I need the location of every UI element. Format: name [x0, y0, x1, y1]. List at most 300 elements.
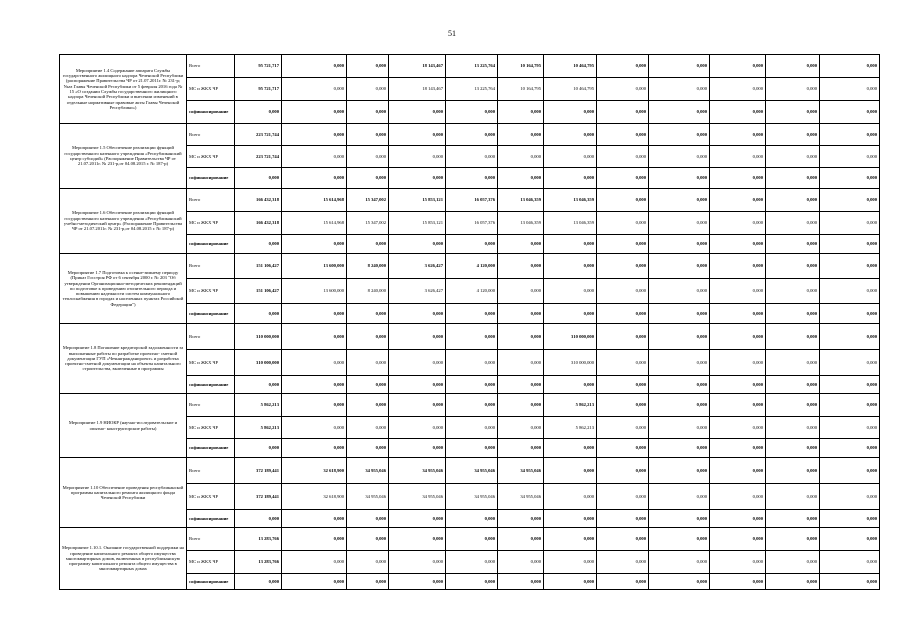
year-value-cell: 15 347,002 [347, 189, 389, 212]
year-value-cell: 0,000 [389, 324, 446, 350]
year-value-cell: 0,000 [446, 439, 498, 458]
year-value-cell: 0,000 [710, 510, 766, 528]
year-value-cell: 0,000 [498, 574, 544, 590]
table-row [60, 124, 880, 146]
funding-source: Всего [187, 394, 235, 417]
year-value-cell: 0,000 [597, 279, 649, 304]
year-value-cell: 310 000,000 [544, 350, 597, 376]
year-value-cell: 0,000 [498, 101, 544, 124]
year-value-cell: 0,000 [544, 235, 597, 254]
year-value-cell: 0,000 [710, 324, 766, 350]
funding-source: Всего [187, 189, 235, 212]
funding-source: МС и ЖКХ ЧР [187, 417, 235, 439]
year-value-cell: 0,000 [544, 484, 597, 510]
year-value-cell: 0,000 [282, 551, 347, 574]
year-value-cell: 0,000 [710, 484, 766, 510]
year-value-cell: 0,000 [389, 124, 446, 146]
year-value-cell: 0,000 [544, 458, 597, 484]
year-value-cell: 15 614,968 [282, 212, 347, 235]
year-value-cell: 0,000 [820, 324, 880, 350]
year-value-cell: 16 057,376 [446, 189, 498, 212]
year-value-cell: 0,000 [446, 394, 498, 417]
funding-source: Всего [187, 528, 235, 551]
year-value-cell: 15 853,121 [389, 189, 446, 212]
year-value-cell: 0,000 [597, 484, 649, 510]
year-value-cell: 0,000 [766, 254, 820, 279]
year-value-cell: 0,000 [389, 376, 446, 394]
table-row [60, 254, 880, 279]
year-value-cell: 0,000 [544, 279, 597, 304]
funding-source: МС и ЖКХ ЧР [187, 279, 235, 304]
year-value-cell: 0,000 [766, 376, 820, 394]
year-value-cell: 0,000 [649, 279, 710, 304]
year-value-cell: 0,000 [766, 101, 820, 124]
year-value-cell: 34 955,046 [446, 458, 498, 484]
year-value-cell: 0,000 [389, 168, 446, 189]
year-value-cell: 0,000 [544, 101, 597, 124]
year-value-cell: 0,000 [347, 394, 389, 417]
year-value-cell: 0,000 [446, 510, 498, 528]
year-value-cell: 0,000 [766, 124, 820, 146]
year-value-cell: 18 143,467 [389, 55, 446, 78]
year-value-cell: 0,000 [649, 101, 710, 124]
year-value-cell: 0,000 [389, 146, 446, 168]
year-value-cell: 0,000 [710, 417, 766, 439]
year-value-cell: 5 862,213 [544, 417, 597, 439]
table-row [60, 55, 880, 78]
year-value-cell: 0,000 [710, 551, 766, 574]
year-value-cell: 0,000 [710, 376, 766, 394]
total-cell: 0,000 [235, 510, 282, 528]
table-row [60, 458, 880, 484]
total-cell: 151 106,427 [235, 254, 282, 279]
year-value-cell: 0,000 [597, 124, 649, 146]
total-cell: 0,000 [235, 439, 282, 458]
year-value-cell: 0,000 [544, 551, 597, 574]
year-value-cell: 0,000 [498, 124, 544, 146]
year-value-cell: 0,000 [710, 146, 766, 168]
year-value-cell: 0,000 [649, 168, 710, 189]
year-value-cell: 0,000 [649, 212, 710, 235]
year-value-cell: 13 600,000 [282, 279, 347, 304]
year-value-cell: 0,000 [389, 551, 446, 574]
year-value-cell: 0,000 [389, 394, 446, 417]
year-value-cell: 0,000 [597, 458, 649, 484]
total-cell: 372 189,441 [235, 484, 282, 510]
year-value-cell: 13 046,359 [498, 189, 544, 212]
year-value-cell: 0,000 [597, 189, 649, 212]
funding-source: МС и ЖКХ ЧР [187, 212, 235, 235]
measure-description: Мероприятие 1.7 Подготовка к осенне-зимнему периоду (Приказ Госстроя РФ от 6 сентября 2000 г. № 203 "Об утверждении Организационно-методических рекомендаций по подготовке к проведению отопительного периода и повышению надежности систем коммунального теплоснабжения в городах и населенных пунктах Российской Федерации") [60, 254, 187, 324]
year-value-cell: 0,000 [347, 101, 389, 124]
year-value-cell: 0,000 [347, 510, 389, 528]
year-value-cell: 18 143,467 [389, 78, 446, 101]
funding-source: МС и ЖКХ ЧР [187, 146, 235, 168]
year-value-cell: 0,000 [766, 439, 820, 458]
year-value-cell: 0,000 [820, 212, 880, 235]
year-value-cell: 0,000 [347, 324, 389, 350]
year-value-cell: 0,000 [649, 376, 710, 394]
year-value-cell: 4 120,000 [446, 279, 498, 304]
year-value-cell: 0,000 [649, 350, 710, 376]
total-cell: 5 862,213 [235, 394, 282, 417]
year-value-cell: 0,000 [597, 439, 649, 458]
year-value-cell: 0,000 [597, 101, 649, 124]
year-value-cell: 0,000 [498, 168, 544, 189]
year-value-cell: 0,000 [597, 304, 649, 324]
year-value-cell: 3 626,427 [389, 279, 446, 304]
year-value-cell: 5 862,213 [544, 394, 597, 417]
year-value-cell: 0,000 [766, 394, 820, 417]
year-value-cell: 0,000 [446, 146, 498, 168]
year-value-cell: 13 046,359 [544, 212, 597, 235]
year-value-cell: 0,000 [710, 212, 766, 235]
year-value-cell: 13 046,359 [498, 212, 544, 235]
total-cell: 223 721,744 [235, 146, 282, 168]
year-value-cell: 0,000 [710, 574, 766, 590]
year-value-cell: 0,000 [446, 528, 498, 551]
year-value-cell: 0,000 [389, 439, 446, 458]
year-value-cell: 0,000 [710, 78, 766, 101]
year-value-cell: 0,000 [820, 279, 880, 304]
measure-description: Мероприятие 1.10 Обеспечение проведения республиканской программы капитального ремонта жилищного фонда Чеченской Республики [60, 458, 187, 528]
year-value-cell: 0,000 [820, 78, 880, 101]
total-cell: 0,000 [235, 304, 282, 324]
year-value-cell: 0,000 [389, 350, 446, 376]
year-value-cell: 0,000 [766, 279, 820, 304]
year-value-cell: 0,000 [446, 235, 498, 254]
year-value-cell: 0,000 [597, 350, 649, 376]
year-value-cell: 10 164,795 [498, 55, 544, 78]
year-value-cell: 0,000 [498, 376, 544, 394]
year-value-cell: 0,000 [282, 146, 347, 168]
year-value-cell: 0,000 [820, 510, 880, 528]
year-value-cell: 0,000 [820, 551, 880, 574]
year-value-cell: 0,000 [446, 376, 498, 394]
year-value-cell: 0,000 [282, 168, 347, 189]
year-value-cell: 0,000 [544, 439, 597, 458]
year-value-cell: 0,000 [820, 458, 880, 484]
year-value-cell: 0,000 [544, 528, 597, 551]
year-value-cell: 0,000 [597, 168, 649, 189]
total-cell: 0,000 [235, 574, 282, 590]
total-cell: 0,000 [235, 101, 282, 124]
year-value-cell: 0,000 [446, 304, 498, 324]
year-value-cell: 0,000 [347, 551, 389, 574]
year-value-cell: 0,000 [347, 376, 389, 394]
year-value-cell: 0,000 [389, 304, 446, 324]
year-value-cell: 0,000 [710, 350, 766, 376]
year-value-cell: 310 000,000 [544, 324, 597, 350]
year-value-cell: 0,000 [820, 350, 880, 376]
year-value-cell: 0,000 [389, 101, 446, 124]
year-value-cell: 0,000 [389, 528, 446, 551]
year-value-cell: 0,000 [446, 417, 498, 439]
total-cell: 166 432,318 [235, 189, 282, 212]
year-value-cell: 0,000 [498, 146, 544, 168]
year-value-cell: 0,000 [282, 394, 347, 417]
table-row [60, 394, 880, 417]
year-value-cell: 0,000 [282, 101, 347, 124]
year-value-cell: 0,000 [820, 417, 880, 439]
year-value-cell: 0,000 [766, 350, 820, 376]
year-value-cell: 0,000 [597, 324, 649, 350]
year-value-cell: 0,000 [766, 528, 820, 551]
year-value-cell: 0,000 [820, 101, 880, 124]
year-value-cell: 0,000 [820, 484, 880, 510]
year-value-cell: 0,000 [544, 376, 597, 394]
funding-source: Всего [187, 254, 235, 279]
year-value-cell: 0,000 [282, 417, 347, 439]
year-value-cell: 0,000 [446, 168, 498, 189]
year-value-cell: 0,000 [282, 528, 347, 551]
table-row [60, 189, 880, 212]
year-value-cell: 15 614,968 [282, 189, 347, 212]
total-cell: 5 862,213 [235, 417, 282, 439]
year-value-cell: 0,000 [820, 235, 880, 254]
year-value-cell: 0,000 [544, 146, 597, 168]
year-value-cell: 0,000 [766, 510, 820, 528]
year-value-cell: 0,000 [597, 55, 649, 78]
year-value-cell: 0,000 [347, 528, 389, 551]
year-value-cell: 0,000 [347, 168, 389, 189]
year-value-cell: 0,000 [597, 254, 649, 279]
year-value-cell: 0,000 [820, 124, 880, 146]
total-cell: 166 432,318 [235, 212, 282, 235]
year-value-cell: 10 464,795 [544, 55, 597, 78]
year-value-cell: 0,000 [446, 324, 498, 350]
year-value-cell: 0,000 [389, 417, 446, 439]
year-value-cell: 15 347,002 [347, 212, 389, 235]
year-value-cell: 0,000 [766, 484, 820, 510]
funding-source: софинансирование [187, 439, 235, 458]
year-value-cell: 0,000 [649, 304, 710, 324]
year-value-cell: 0,000 [498, 304, 544, 324]
total-cell: 0,000 [235, 235, 282, 254]
year-value-cell: 0,000 [347, 574, 389, 590]
year-value-cell: 15 853,121 [389, 212, 446, 235]
year-value-cell: 0,000 [347, 124, 389, 146]
funding-source: софинансирование [187, 101, 235, 124]
year-value-cell: 0,000 [544, 168, 597, 189]
year-value-cell: 0,000 [498, 279, 544, 304]
funding-source: МС и ЖКХ ЧР [187, 551, 235, 574]
year-value-cell: 0,000 [710, 439, 766, 458]
year-value-cell: 0,000 [597, 394, 649, 417]
year-value-cell: 0,000 [766, 146, 820, 168]
year-value-cell: 0,000 [649, 551, 710, 574]
year-value-cell: 0,000 [649, 189, 710, 212]
year-value-cell: 34 955,046 [498, 484, 544, 510]
year-value-cell: 0,000 [498, 510, 544, 528]
year-value-cell: 0,000 [389, 510, 446, 528]
year-value-cell: 34 955,046 [446, 484, 498, 510]
year-value-cell: 13 600,000 [282, 254, 347, 279]
total-cell: 372 189,441 [235, 458, 282, 484]
funding-source: Всего [187, 55, 235, 78]
year-value-cell: 0,000 [649, 574, 710, 590]
year-value-cell: 0,000 [649, 439, 710, 458]
year-value-cell: 0,000 [710, 528, 766, 551]
year-value-cell: 0,000 [282, 55, 347, 78]
year-value-cell: 0,000 [710, 189, 766, 212]
year-value-cell: 0,000 [766, 168, 820, 189]
year-value-cell: 0,000 [446, 101, 498, 124]
year-value-cell: 0,000 [498, 324, 544, 350]
year-value-cell: 10 464,795 [544, 78, 597, 101]
year-value-cell: 0,000 [710, 235, 766, 254]
year-value-cell: 0,000 [597, 528, 649, 551]
year-value-cell: 0,000 [597, 417, 649, 439]
year-value-cell: 0,000 [649, 528, 710, 551]
year-value-cell: 0,000 [649, 124, 710, 146]
year-value-cell: 34 955,046 [347, 484, 389, 510]
year-value-cell: 0,000 [820, 574, 880, 590]
year-value-cell: 0,000 [544, 510, 597, 528]
year-value-cell: 0,000 [498, 439, 544, 458]
year-value-cell: 8 240,000 [347, 254, 389, 279]
year-value-cell: 0,000 [649, 146, 710, 168]
total-cell: 13 283,766 [235, 528, 282, 551]
year-value-cell: 0,000 [347, 439, 389, 458]
year-value-cell: 0,000 [710, 304, 766, 324]
measure-description: Мероприятие 1.8 Погашение кредиторской задолженности за выполненные работы по разработке проектно- сметной документации ГУП «Чечнягражданпроект» и разработка проектно-сметной документации на объекты капитального строительства, включенные в программы [60, 324, 187, 394]
year-value-cell: 0,000 [446, 574, 498, 590]
funding-source: Всего [187, 324, 235, 350]
year-value-cell: 0,000 [597, 551, 649, 574]
year-value-cell: 0,000 [820, 168, 880, 189]
year-value-cell: 0,000 [820, 304, 880, 324]
year-value-cell: 0,000 [766, 417, 820, 439]
year-value-cell: 0,000 [766, 189, 820, 212]
year-value-cell: 0,000 [766, 458, 820, 484]
year-value-cell: 0,000 [282, 350, 347, 376]
year-value-cell: 0,000 [544, 304, 597, 324]
year-value-cell: 0,000 [820, 439, 880, 458]
year-value-cell: 0,000 [820, 146, 880, 168]
funding-source: софинансирование [187, 168, 235, 189]
year-value-cell: 0,000 [544, 574, 597, 590]
measure-description: Мероприятие 1.10.1. Оказание государственной поддержки на проведение капитального ремонта общего имущества многоквартирных домов, включенных в республиканскую программу капитального ремонта общего имущества в многоквартирных домах [60, 528, 187, 590]
year-value-cell: 4 120,000 [446, 254, 498, 279]
year-value-cell: 0,000 [649, 394, 710, 417]
year-value-cell: 13 046,359 [544, 189, 597, 212]
year-value-cell: 0,000 [766, 212, 820, 235]
year-value-cell: 0,000 [282, 78, 347, 101]
year-value-cell: 0,000 [282, 124, 347, 146]
total-cell: 151 106,427 [235, 279, 282, 304]
measure-description: Мероприятие 1.9 НИОКР (научно-исследовательские и опытно- конструкторские работы) [60, 394, 187, 458]
year-value-cell: 0,000 [597, 574, 649, 590]
year-value-cell: 34 955,046 [347, 458, 389, 484]
year-value-cell: 0,000 [766, 324, 820, 350]
year-value-cell: 0,000 [649, 484, 710, 510]
measure-description: Мероприятие 1.4 Содержание аппарата Службы государственного жилищного надзора Чеченской Республики (распоряжение Правительства ЧР от 21.07.2011г. № 231-р; Указ Главы Чеченской Республики от 5 февраля 2016 года № 15 «О создании Службы государственного жилищного надзора Чеченской Республики и внесении изменений в отдельные нормативные правовые акты Главы Чеченской Республики») [60, 55, 187, 124]
year-value-cell: 0,000 [649, 78, 710, 101]
year-value-cell: 13 225,764 [446, 78, 498, 101]
year-value-cell: 0,000 [820, 528, 880, 551]
year-value-cell: 0,000 [710, 254, 766, 279]
year-value-cell: 34 955,046 [498, 458, 544, 484]
funding-source: Всего [187, 124, 235, 146]
year-value-cell: 0,000 [820, 189, 880, 212]
year-value-cell: 0,000 [498, 551, 544, 574]
year-value-cell: 0,000 [347, 78, 389, 101]
year-value-cell: 0,000 [282, 235, 347, 254]
year-value-cell: 0,000 [347, 304, 389, 324]
year-value-cell: 0,000 [766, 55, 820, 78]
total-cell: 13 283,766 [235, 551, 282, 574]
year-value-cell: 0,000 [498, 394, 544, 417]
year-value-cell: 34 955,046 [389, 458, 446, 484]
year-value-cell: 0,000 [820, 254, 880, 279]
measure-description: Мероприятие 1.6 Обеспечение реализации функций государственного казенного учреждения «Республиканский учебно-методический центр» (Распоряжение Правительства ЧР от 21.07.2011г. № 231-р,от 04.08.2015 г. № 187-р) [60, 189, 187, 254]
measure-description: Мероприятие 1.5 Обеспечение реализации функций государственного казенного учреждения «Республиканский центр субсидий» (Распоряжение Правительства ЧР от 21.07.2011г. № 231-р,от 04.08.2015 г. № 187-р) [60, 124, 187, 189]
year-value-cell: 0,000 [389, 574, 446, 590]
year-value-cell: 0,000 [498, 254, 544, 279]
year-value-cell: 0,000 [766, 574, 820, 590]
funding-source: МС и ЖКХ ЧР [187, 78, 235, 101]
year-value-cell: 0,000 [597, 146, 649, 168]
table-row [60, 528, 880, 551]
year-value-cell: 0,000 [347, 417, 389, 439]
year-value-cell: 0,000 [282, 510, 347, 528]
year-value-cell: 0,000 [347, 350, 389, 376]
funding-source: софинансирование [187, 510, 235, 528]
total-cell: 0,000 [235, 168, 282, 189]
page-number: 51 [448, 29, 456, 38]
year-value-cell: 0,000 [446, 124, 498, 146]
total-cell: 223 721,744 [235, 124, 282, 146]
year-value-cell: 0,000 [710, 458, 766, 484]
year-value-cell: 0,000 [649, 235, 710, 254]
year-value-cell: 0,000 [498, 350, 544, 376]
year-value-cell: 0,000 [766, 235, 820, 254]
total-cell: 310 000,000 [235, 350, 282, 376]
year-value-cell: 0,000 [347, 55, 389, 78]
year-value-cell: 0,000 [649, 254, 710, 279]
year-value-cell: 0,000 [282, 324, 347, 350]
year-value-cell: 8 240,000 [347, 279, 389, 304]
year-value-cell: 0,000 [498, 528, 544, 551]
year-value-cell: 0,000 [597, 78, 649, 101]
budget-table [59, 54, 880, 590]
year-value-cell: 0,000 [710, 101, 766, 124]
year-value-cell: 16 057,376 [446, 212, 498, 235]
funding-source: Всего [187, 458, 235, 484]
year-value-cell: 0,000 [710, 279, 766, 304]
year-value-cell: 0,000 [649, 417, 710, 439]
funding-source: МС и ЖКХ ЧР [187, 484, 235, 510]
funding-source: софинансирование [187, 376, 235, 394]
total-cell: 95 721,717 [235, 55, 282, 78]
year-value-cell: 0,000 [820, 394, 880, 417]
year-value-cell: 0,000 [347, 146, 389, 168]
year-value-cell: 0,000 [710, 55, 766, 78]
year-value-cell: 0,000 [389, 235, 446, 254]
funding-source: софинансирование [187, 235, 235, 254]
year-value-cell: 0,000 [446, 350, 498, 376]
year-value-cell: 3 626,427 [389, 254, 446, 279]
year-value-cell: 32 618,900 [282, 458, 347, 484]
year-value-cell: 0,000 [820, 55, 880, 78]
year-value-cell: 0,000 [649, 510, 710, 528]
year-value-cell: 13 225,764 [446, 55, 498, 78]
year-value-cell: 0,000 [710, 124, 766, 146]
year-value-cell: 0,000 [766, 551, 820, 574]
funding-source: софинансирование [187, 574, 235, 590]
year-value-cell: 0,000 [820, 376, 880, 394]
